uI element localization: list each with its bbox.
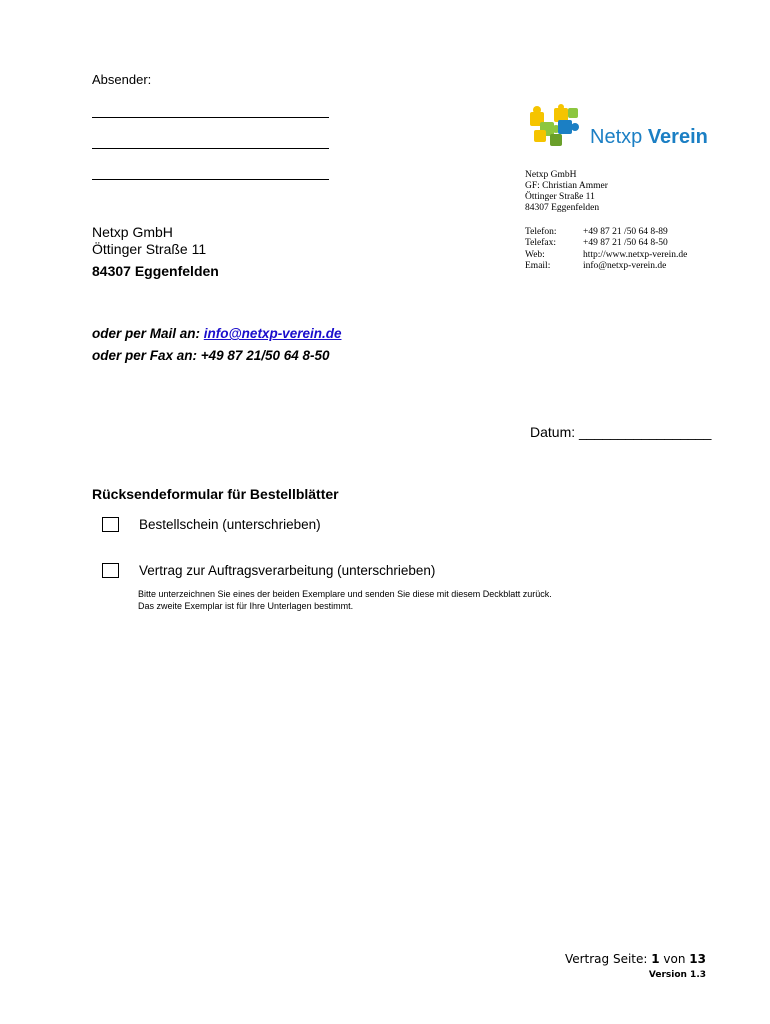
sender-line-1[interactable] [92, 117, 329, 118]
note-line: Bitte unterzeichnen Sie eines der beiden Exemplare und senden Sie diese mit diesem Deckblatt zurück. [138, 589, 552, 599]
page-footer [565, 952, 706, 980]
contact-row-web: Web: http://www.netxp-verein.de [525, 249, 688, 260]
company-line: Öttinger Straße 11 [525, 192, 595, 202]
checkbox[interactable] [102, 563, 119, 578]
form-title: Rücksendeformular für Bestellblätter [92, 486, 339, 502]
checkbox[interactable] [102, 517, 119, 532]
sender-label: Absender: [92, 72, 152, 87]
recipient-name: Netxp GmbH [92, 224, 173, 240]
contact-row-telefax: Telefax: +49 87 21 /50 64 8-50 [525, 238, 668, 249]
recipient-address [92, 224, 219, 280]
contact-table [525, 227, 687, 272]
checklist-item-vertrag[interactable] [102, 563, 435, 578]
recipient-street: Öttinger Straße 11 [92, 241, 207, 257]
instruction-note [138, 588, 552, 612]
recipient-city: 84307 Eggenfelden [92, 263, 219, 279]
checklist-label: Vertrag zur Auftragsverarbeitung (unterschrieben) [139, 563, 436, 578]
contact-row-email: Email: info@netxp-verein.de [525, 260, 667, 271]
mail-line: oder per Mail an: info@netxp-verein.de [92, 326, 342, 341]
company-line: Netxp GmbH [525, 170, 577, 180]
mail-link[interactable]: info@netxp-verein.de [203, 326, 342, 341]
alternative-contact [92, 323, 341, 367]
checklist-item-bestellschein[interactable] [102, 517, 321, 532]
company-address-block [525, 170, 608, 214]
sender-line-3[interactable] [92, 179, 329, 180]
note-line: Das zweite Exemplar ist für Ihre Unterlagen bestimmt. [138, 601, 354, 611]
company-line: GF: Christian Ammer [525, 181, 608, 191]
fax-line: oder per Fax an: +49 87 21/50 64 8-50 [92, 348, 330, 363]
page-number: Vertrag Seite: 1 von 13 [564, 952, 706, 966]
checklist-label: Bestellschein (unterschrieben) [139, 517, 321, 532]
version-label: Version 1.3 [648, 970, 706, 980]
date-field[interactable]: Datum: _________________ [530, 424, 712, 440]
company-line: 84307 Eggenfelden [525, 203, 600, 213]
logo-wordmark: Netxp Verein [590, 126, 708, 148]
sender-line-2[interactable] [92, 148, 329, 149]
contact-row-telefon: Telefon: +49 87 21 /50 64 8-89 [525, 227, 668, 237]
